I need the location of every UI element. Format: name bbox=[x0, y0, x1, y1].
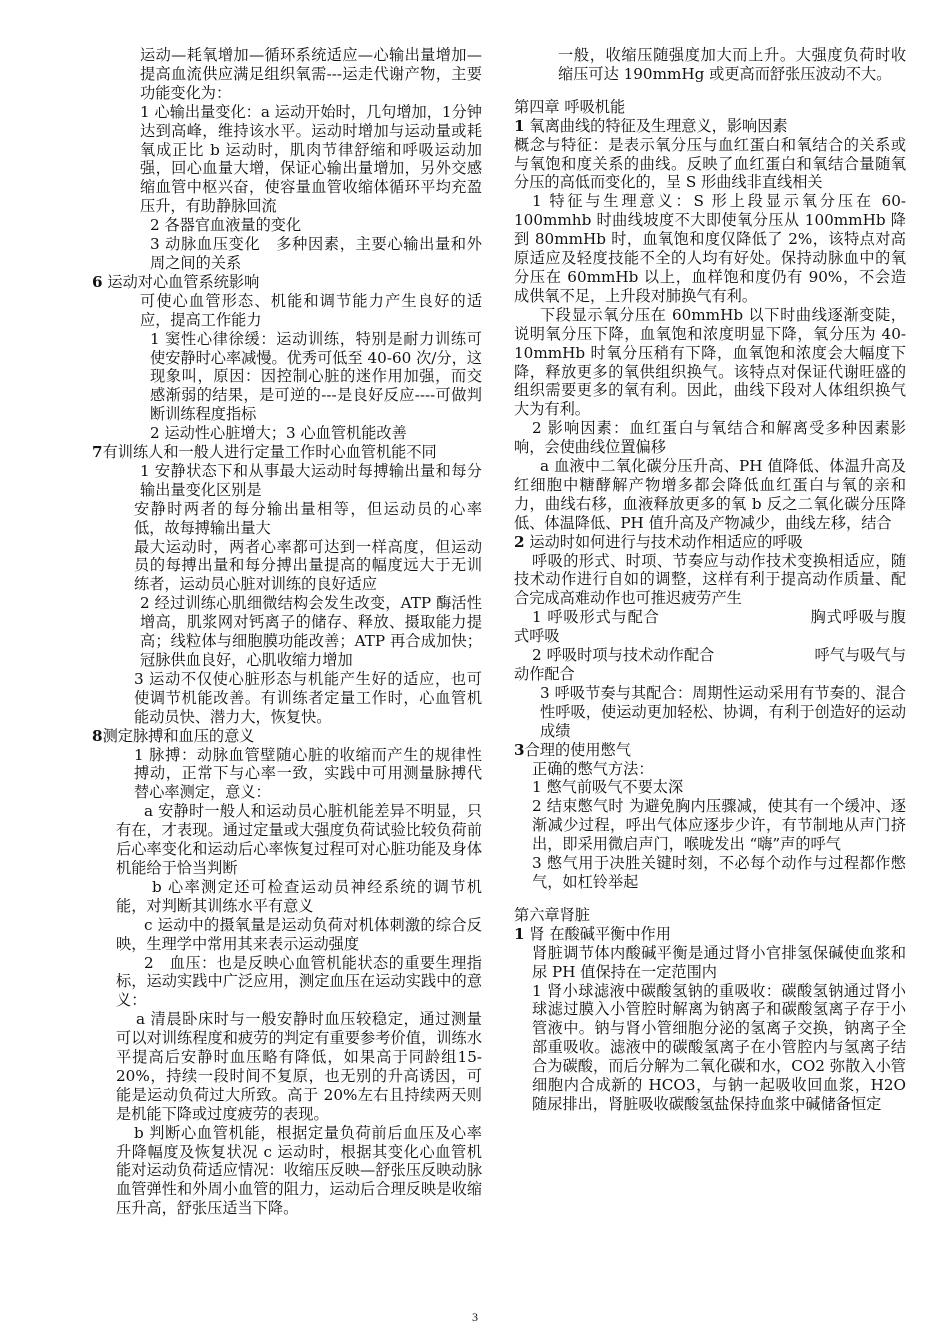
paragraph: 呼吸的形式、时项、节奏应与动作技术变换相适应，随技术动作进行自如的调整，这样有利于提高动作质量、配合完成高难动作也可推迟疲劳产生 bbox=[514, 551, 906, 608]
section-heading bbox=[92, 273, 482, 292]
paragraph: a 安静时一般人和运动员心脏机能差异不明显，只有在，才表现。通过定量或大强度负荷试验比较负荷前后心率变化和运动后心率恢复过程可对心脏功能及身体机能给于恰当判断 bbox=[116, 802, 482, 877]
section-heading bbox=[514, 117, 906, 136]
paragraph-part: 2 呼吸时项与技术动作配合 bbox=[532, 646, 715, 665]
paragraph bbox=[514, 646, 906, 684]
paragraph: 1 肾小球滤液中碳酸氢钠的重吸收：碳酸氢钠通过肾小球滤过膜入小管腔时解离为钠离子和碳酸氢离子存于小管液中。钠与肾小管细胞分泌的氢离子交换，钠离子全部重吸收。滤液中的碳酸氢离子在小管腔内与氢离子结合为碳酸，而后分解为二氧化碳和水，CO2 弥散入小管细胞内合成新的 HCO3，与钠一起吸收回血浆，H2O 随尿排出，肾脏吸收碳酸氢盐保持血浆中碱储备恒定 bbox=[532, 981, 906, 1113]
paragraph: 正确的憋气方法： bbox=[532, 759, 654, 778]
paragraph: 1 特征与生理意义：S 形上段显示氧分压在 60-100mmhb 时曲线坡度不大即使氧分压从 100mmHb 降到 80mmHb 时，血氧饱和度仅降低了 2%，该特点对高原适应及轻度技能不全的人均有好处。保持动脉血中的氧分压在 60mmHb 以上，血样饱和度仍有 90%，不会造成供氧不足，上升段对肺换气有利。 bbox=[514, 192, 906, 305]
paragraph: 3 运动不仅使心脏形态与机能产生好的适应，也可使调节机能改善。有训练者定量工作时，心血管机能动员快、潜力大，恢复快。 bbox=[134, 669, 482, 726]
section-number: 1 bbox=[514, 924, 525, 943]
paragraph: 2 影响因素：血红蛋白与氧结合和解离受多种因素影响，会使曲线位置偏移 bbox=[514, 419, 906, 457]
paragraph: 最大运动时，两者心率都可达到一样高度，但运动员的每搏出量和每分搏出量提高的幅度远大于无训练者，运动员心脏对训练的良好适应 bbox=[134, 537, 482, 594]
section-title: 运动对心血管系统影响 bbox=[107, 272, 260, 291]
section-number: 7 bbox=[92, 443, 103, 462]
section-number: 2 bbox=[514, 532, 525, 551]
paragraph: a 清晨卧床时与一般安静时血压较稳定，通过测量可以对训练程度和疲劳的判定有重要参考价值，训练水平提高后安静时血压略有降低，如果高于同龄组15-20%，持续一段时间不复原，也无别的升高诱因，可能是运动负荷过大所致。高于 20%左右且持续两天则是机能下降或过度疲劳的表现。 bbox=[116, 1010, 482, 1123]
section-title: 运动时如何进行与技术动作相适应的呼吸 bbox=[529, 532, 803, 551]
paragraph: 概念与特征：是表示氧分压与血红蛋白和氧结合的关系或与氧饱和度关系的曲线。反映了血红蛋白和氧结合量随氧分压的高低而变化的，呈 S 形曲线非直线相关 bbox=[514, 135, 906, 192]
paragraph: 3 动脉血压变化 多种因素，主要心输出量和外周之间的关系 bbox=[150, 235, 482, 272]
paragraph: 1 憋气前吸气不要太深 bbox=[532, 778, 684, 797]
section-number: 1 bbox=[514, 116, 525, 135]
chapter-heading: 第六章肾脏 bbox=[514, 905, 590, 924]
paragraph: 2 各器官血液量的变化 bbox=[150, 216, 302, 235]
section-title: 肾 在酸碱平衡中作用 bbox=[529, 924, 671, 943]
paragraph: 2 运动性心脏增大；3 心血管机能改善 bbox=[150, 424, 407, 443]
paragraph: 3 呼吸节奏与其配合：周期性运动采用有节奏的、混合性呼吸，使运动更加轻松、协调，有利于创造好的运动成绩 bbox=[540, 683, 906, 740]
paragraph-part: 胸式呼吸与腹式呼吸 bbox=[514, 608, 906, 646]
section-title: 氧离曲线的特征及生理意义，影响因素 bbox=[529, 116, 788, 135]
page-number: 3 bbox=[472, 1310, 478, 1324]
paragraph: 一般，收缩压随强度加大而上升。大强度负荷时收缩压可达 190mmHg 或更高而舒张压波动不大。 bbox=[558, 46, 906, 83]
paragraph: 2 经过训练心肌细微结构会发生改变，ATP 酶活性增高，肌浆网对钙离子的储存、释放、摄取能力提高；线粒体与细胞膜功能改善；ATP 再合成加快；冠脉供血良好，心肌收缩力增加 bbox=[140, 594, 482, 669]
section-heading bbox=[514, 925, 906, 944]
paragraph: 下段显示氧分压在 60mmHb 以下时曲线逐渐变陡，说明氧分压下降，血氧饱和浓度明显下降，氧分压为 40-10mmHb 时氧分压稍有下降，血氧饱和浓度会大幅度下降，释放更多的氧供组织换气。该特点对保证代谢旺盛的组织需要更多的氧有利。因此，曲线下段对人体组织换气大为有利。 bbox=[514, 305, 906, 419]
section-number: 6 bbox=[92, 272, 103, 291]
chapter-heading: 第四章 呼吸机能 bbox=[514, 97, 626, 116]
section-heading bbox=[92, 443, 482, 462]
paragraph-part: 呼气与吸气与动作配合 bbox=[514, 646, 907, 683]
section-title: 合理的使用憋气 bbox=[524, 740, 631, 759]
paragraph: 肾脏调节体内酸碱平衡是通过肾小官排氢保碱使血浆和尿 PH 值保持在一定范围内 bbox=[532, 943, 906, 981]
left-column bbox=[92, 46, 482, 1218]
paragraph: b 心率测定还可检查运动员神经系统的调节机能，对判断其训练水平有意义 bbox=[116, 877, 482, 915]
section-heading bbox=[514, 533, 906, 552]
paragraph: 1 安静状态下和从事最大运动时每搏输出量和每分输出量变化区别是 bbox=[140, 461, 482, 499]
paragraph: 安静时两者的每分输出量相等，但运动员的心率低，故每搏输出量大 bbox=[134, 499, 482, 537]
paragraph: 2 血压：也是反映心血管机能状态的重要生理指标，运动实践中广泛应用，测定血压在运动实践中的意义： bbox=[116, 953, 482, 1010]
paragraph: 1 心输出量变化：a 运动开始时，几句增加，1分钟达到高峰，维持该水平。运动时增加与运动量或耗氧成正比 b 运动时，肌肉节律舒缩和呼吸运动加强，回心血量大增，保证心输出量增加，另外交感缩血管中枢兴奋，使容量血管收缩体循环平均充盈压升，有助静脉回流 bbox=[140, 102, 482, 216]
paragraph: 可使心血管形态、机能和调节能力产生良好的适应，提高工作能力 bbox=[140, 291, 482, 329]
paragraph: a 血液中二氧化碳分压升高、PH 值降低、体温升高及红细胞中糖酵解产物增多都会降低血红蛋白与氧的亲和力，曲线右移，血液释放更多的氧 b 反之二氧化碳分压降低、体温降低、PH 值升高及产物减少，曲线左移，结合 bbox=[514, 457, 906, 532]
paragraph: 1 脉搏：动脉血管壁随心脏的收缩而产生的规律性搏动，正常下与心率一致，实践中可用测量脉搏代替心率测定，意义： bbox=[134, 745, 482, 802]
paragraph: 2 结束憋气时 为避免胸内压骤减，使其有一个缓冲、逐渐减少过程，呼出气体应逐步少许，有节制地从声门挤出，即采用微启声门，喉咙发出 “嗨”声的呼气 bbox=[532, 797, 906, 854]
section-heading bbox=[92, 727, 482, 746]
section-title: 测定脉搏和血压的意义 bbox=[102, 726, 255, 745]
section-heading bbox=[514, 741, 906, 760]
paragraph: b 判断心血管机能，根据定量负荷前后血压及心率升降幅度及恢复状况 c 运动时，根据其变化心血管机能对运动负荷适应情况：收缩压反映—舒张压反映动脉血管弹性和外周小血管的阻力，运动后合理反映是收缩压升高，舒张压适当下降。 bbox=[116, 1123, 482, 1218]
paragraph: 3 憋气用于决胜关键时刻，不必每个动作与过程都作憋气，如杠铃举起 bbox=[532, 854, 906, 891]
paragraph: 运动—耗氧增加—循环系统适应—心输出量增加—提高血流供应满足组织氧需---运走代谢产物，主要功能变化为： bbox=[140, 46, 482, 102]
paragraph bbox=[514, 608, 906, 646]
section-number: 3 bbox=[514, 740, 525, 759]
paragraph: c 运动中的摄氧量是运动负荷对机体刺激的综合反映，生理学中常用其来表示运动强度 bbox=[116, 915, 482, 953]
right-column bbox=[514, 46, 906, 1114]
section-title: 有训练人和一般人进行定量工作时心血管机能不同 bbox=[102, 443, 437, 462]
paragraph: 1 窦性心律徐缓：运动训练，特别是耐力训练可使安静时心率减慢。优秀可低至 40-60 次/分，这现象叫，原因：因控制心脏的迷作用加强，而交感渐弱的结果，是可逆的---是良好反应----可做判断训练程度指标 bbox=[150, 329, 482, 424]
section-number: 8 bbox=[92, 726, 103, 745]
paragraph-part: 1 呼吸形式与配合 bbox=[532, 608, 660, 627]
